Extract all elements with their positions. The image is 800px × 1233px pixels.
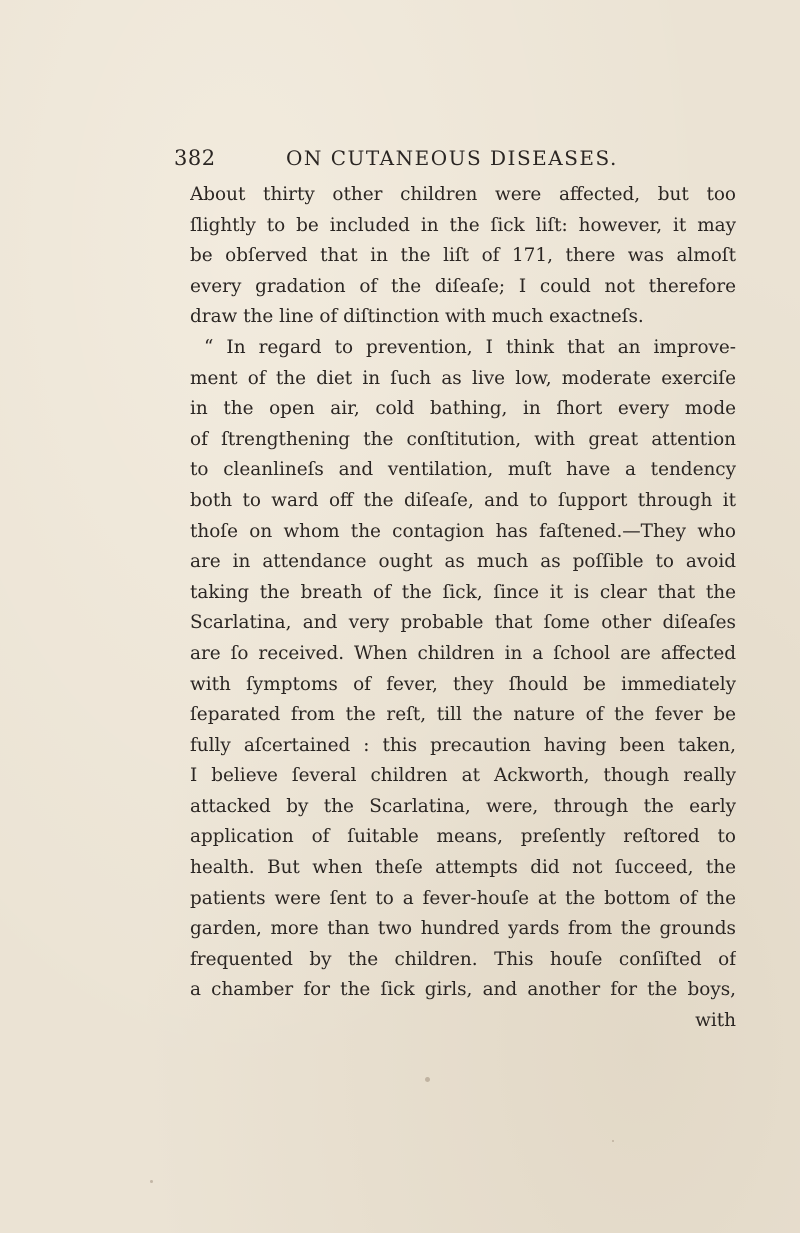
text-line: health. But when theſe attempts did not ſucceed, the [190,857,736,879]
text-line: I believe ſeveral children at Ackworth, though really [190,765,736,787]
text-line: every gradation of the diſeaſe; I could not therefore [190,275,736,297]
text-line: draw the line of diſtinction with much exactneſs. [190,306,644,328]
text-line: garden, more than two hundred yards from the grounds [190,918,736,940]
text-line: ſeparated from the reſt, till the nature of the fever be [190,704,736,726]
text-line: attacked by the Scarlatina, were, through the early [190,795,736,817]
text-line: a chamber for the ſick girls, and another for the boys, [190,979,736,1001]
text-line: fully aſcertained : this precaution having been taken, [190,734,736,756]
text-line: with ſymptoms of fever, they ſhould be immediately [190,673,736,695]
text-line: “ In regard to prevention, I think that an improve- [204,336,736,358]
text-line: ment of the diet in ſuch as live low, moderate exerciſe [190,367,736,389]
text-line: About thirty other children were affected, but too [190,184,736,205]
text-line: be obſerved that in the liſt of 171, there was almoſt [190,245,736,267]
body-text [190,180,736,1037]
text-line: ſlightly to be included in the ſick liſt: however, it may [190,214,736,236]
paper-speck [150,1180,153,1183]
text-line: in the open air, cold bathing, in ſhort every mode [190,398,736,420]
text-line: Scarlatina, and very probable that ſome other diſeaſes [190,612,736,634]
text-line: of ſtrengthening the conſtitution, with great attention [190,428,736,450]
text-line: taking the breath of the ſick, ſince it is clear that the [190,581,736,603]
text-line: frequented by the children. This houſe conſiſted of [190,948,736,970]
page-header [174,146,734,178]
text-line: patients were ſent to a fever-houſe at the bottom of the [190,887,736,909]
paper-speck [612,1140,614,1142]
text-line: to cleanlineſs and ventilation, muſt have a tendency [190,459,736,481]
page-number: 382 [174,146,216,170]
paper-speck [425,1077,430,1082]
text-line: both to ward off the diſeaſe, and to ſupport through it [190,489,736,511]
running-head: ON CUTANEOUS DISEASES. [286,146,618,170]
catchword: with [695,1010,736,1032]
text-line: are ſo received. When children in a ſchool are affected [190,642,736,664]
text-line: application of ſuitable means, preſently reſtored to [190,826,736,848]
text-line: are in attendance ought as much as poſſible to avoid [190,551,736,573]
text-line: thoſe on whom the contagion has faſtened.—They who [190,520,736,542]
